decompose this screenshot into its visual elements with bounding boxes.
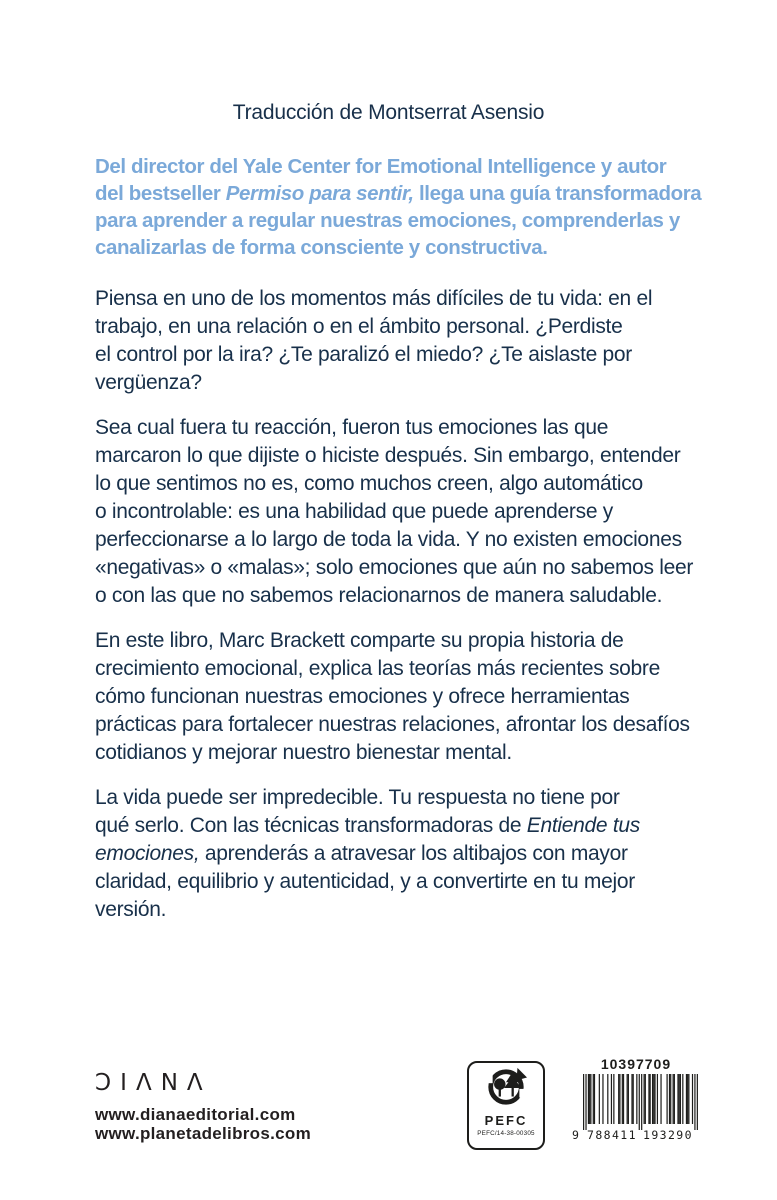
website-url: www.dianaeditorial.com bbox=[95, 1105, 296, 1124]
intro-paragraph: Del director del Yale Center for Emotional Intelligence y autor del bestseller Permiso para sentir, llega una guía transformadora para aprender a regular nuestras emociones, comprenderlas y canalizarlas de forma consciente y constructiva. bbox=[95, 155, 702, 259]
svg-text:9: 9 bbox=[572, 1128, 581, 1142]
body-paragraph: Sea cual fuera tu reacción, fueron tus emociones las que marcaron lo que dijiste o hiciste después. Sin embargo, entender lo que sentimos no es, como muchos creen, algo automático o incontrolable: es una habilidad que puede aprenderse y perfeccionarse a lo largo de toda la vida. Y no existen emociones «negativas» o «malas»; solo emociones que aún no sabemos leer o con las que no sabemos relacionarnos de manera saludable. bbox=[95, 416, 694, 607]
ean13-barcode bbox=[570, 1074, 702, 1149]
pefc-cert-code: PEFC/14-38-00305 bbox=[477, 1130, 535, 1137]
svg-text:788411: 788411 bbox=[587, 1128, 637, 1142]
barcode-block bbox=[570, 1056, 702, 1149]
pefc-certification-badge bbox=[467, 1061, 545, 1150]
svg-text:193290: 193290 bbox=[643, 1128, 693, 1142]
publisher-websites bbox=[95, 1105, 311, 1143]
sku-number: 10397709 bbox=[600, 1056, 672, 1072]
translation-credit: Traducción de Montserrat Asensio bbox=[232, 101, 545, 124]
back-cover-copy bbox=[95, 153, 701, 924]
website-url: www.planetadelibros.com bbox=[95, 1124, 311, 1143]
body-paragraph: La vida puede ser impredecible. Tu respuesta no tiene por qué serlo. Con las técnicas transformadoras de Entiende tus emociones, aprenderás a atravesar los altibajos con mayor claridad, equilibrio y autenticidad, y a convertirte en tu mejor versión. bbox=[95, 786, 640, 921]
publisher-block bbox=[95, 1070, 311, 1143]
body-paragraph: En este libro, Marc Brackett comparte su propia historia de crecimiento emocional, explica las teorías más recientes sobre cómo funcionan nuestras emociones y ofrece herramientas prácticas para fortalecer nuestras relaciones, afrontar los desafíos cotidianos y mejorar nuestro bienestar mental. bbox=[95, 629, 690, 764]
pefc-label: PEFC bbox=[484, 1113, 528, 1128]
body-paragraph: Piensa en uno de los momentos más difíciles de tu vida: en el trabajo, en una relación o en el ámbito personal. ¿Perdiste el control por la ira? ¿Te paralizó el miedo? ¿Te aislaste por vergüenza? bbox=[95, 287, 653, 394]
diana-logo: ƆIΛNΛ bbox=[95, 1070, 212, 1096]
pefc-logo-icon bbox=[483, 1066, 529, 1108]
